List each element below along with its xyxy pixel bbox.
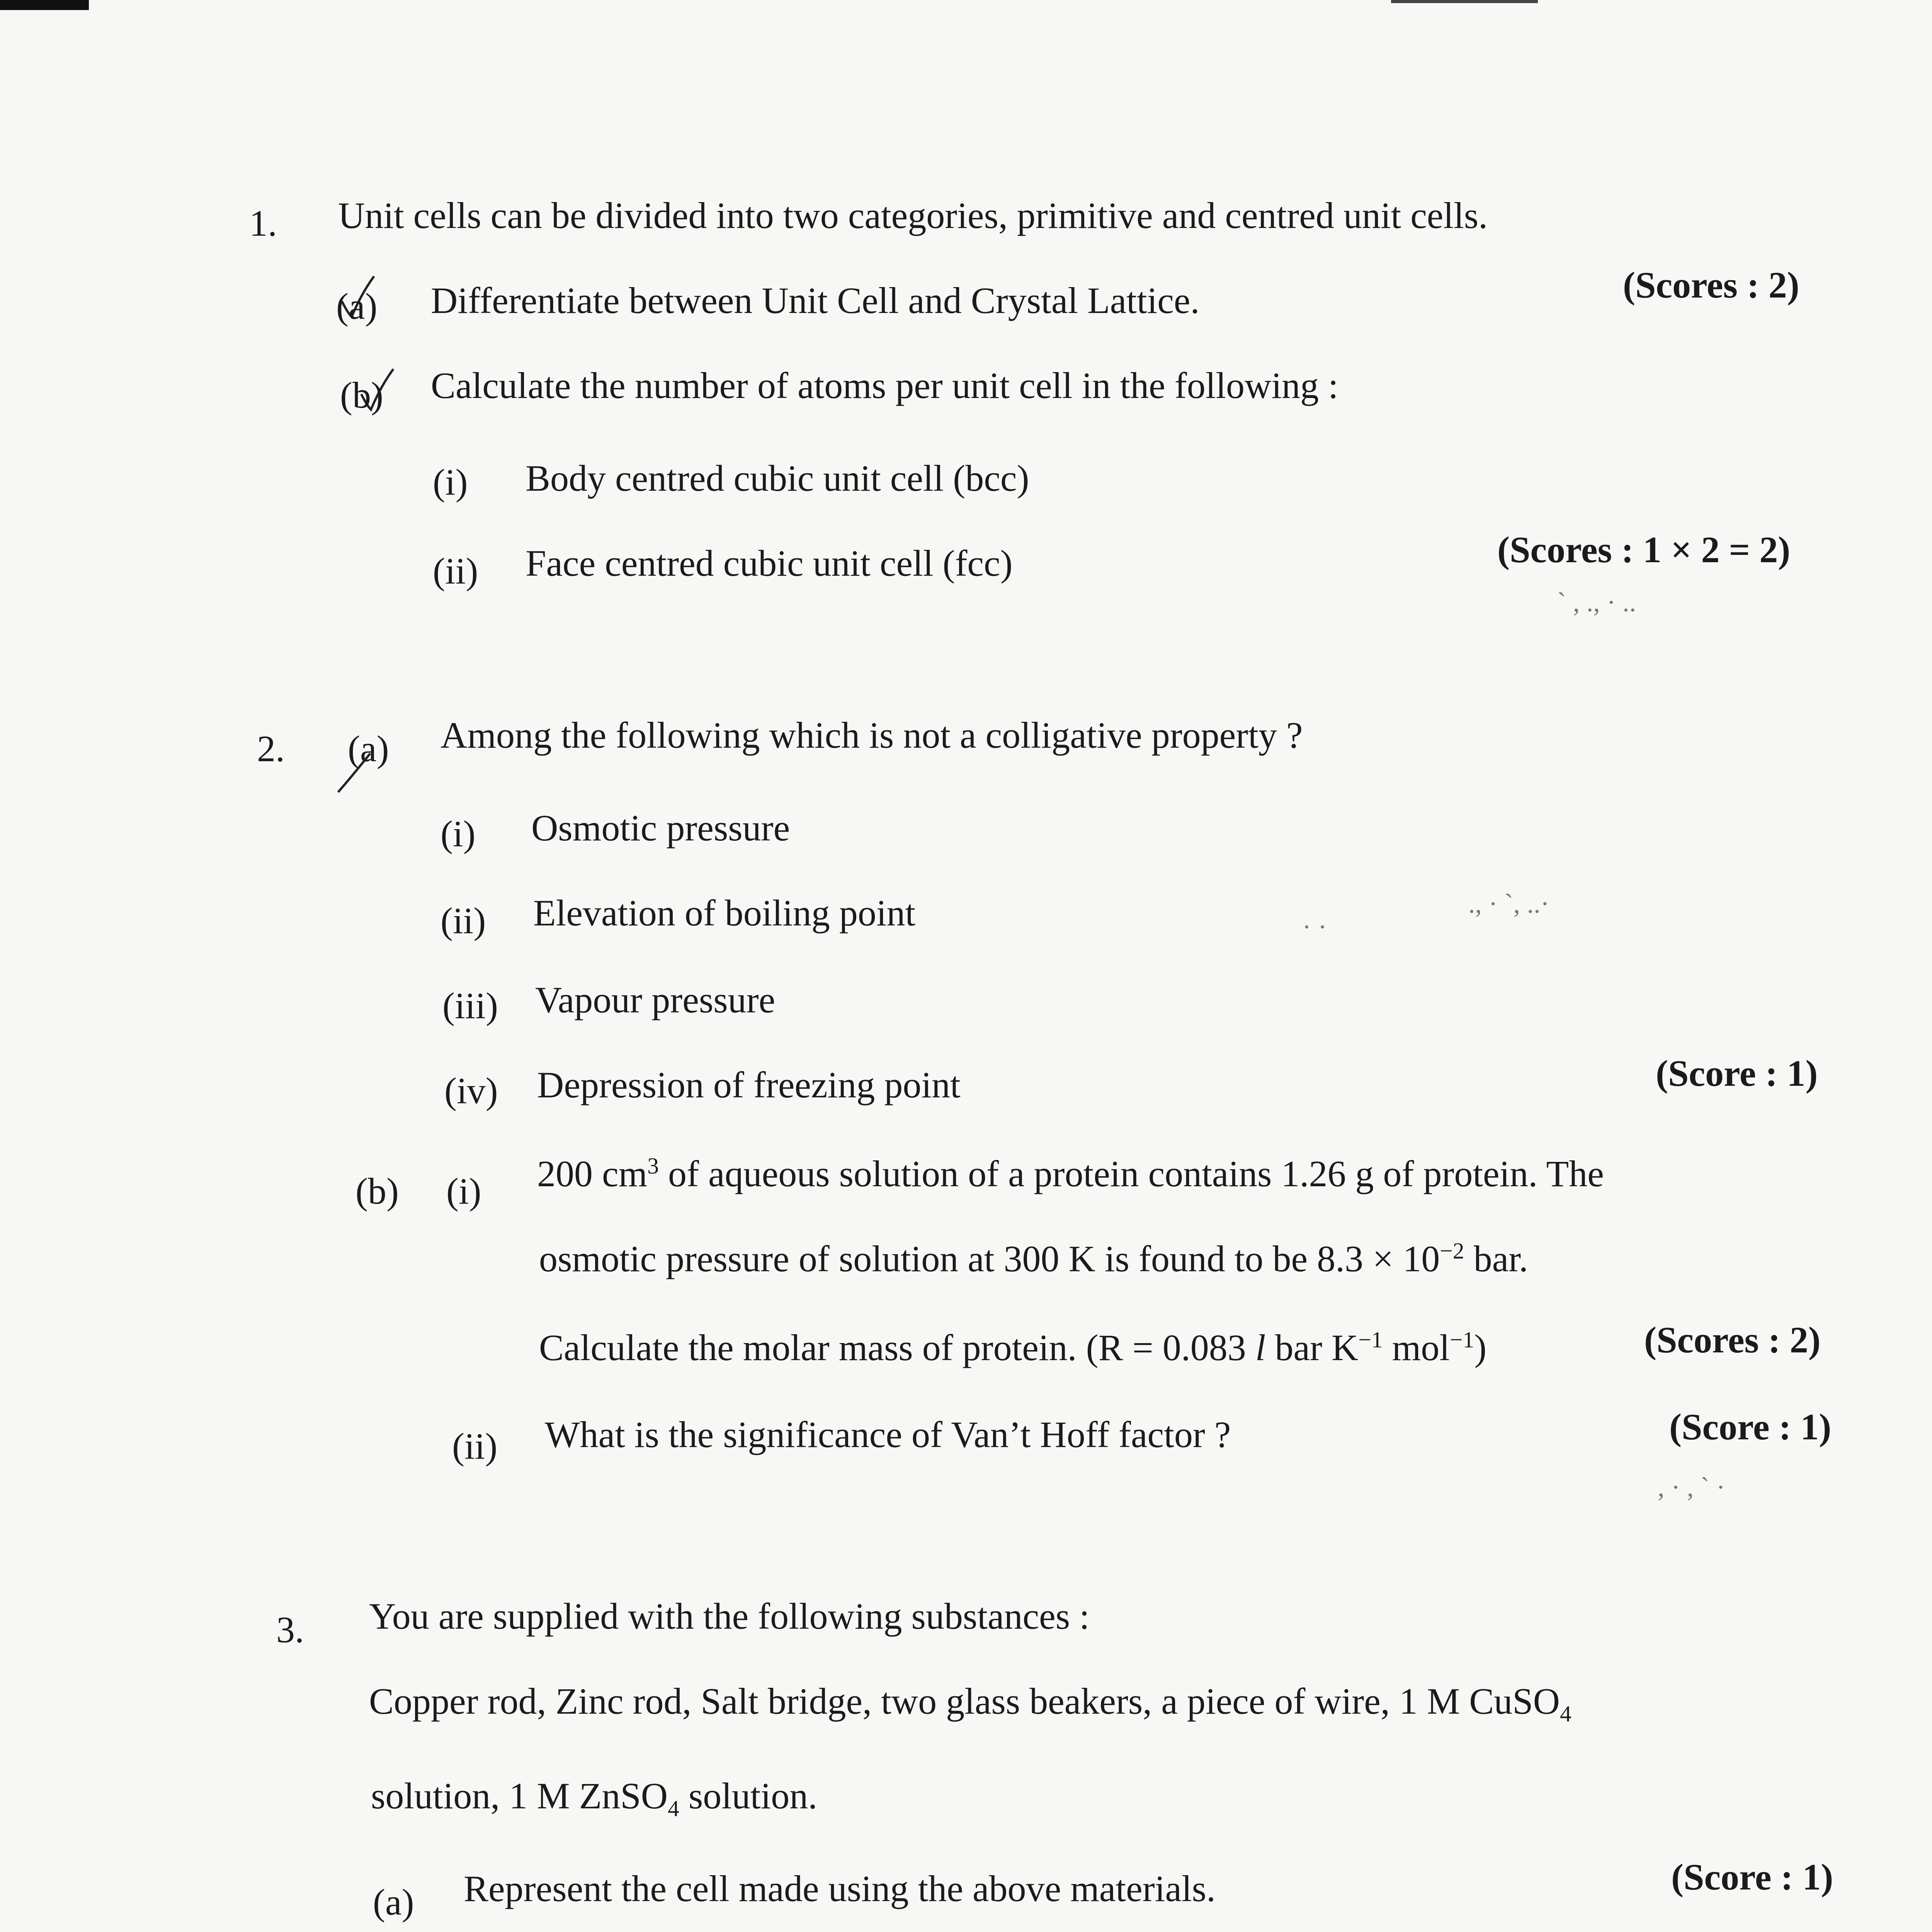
- q2b-ii-score: (Score : 1): [1669, 1406, 1832, 1447]
- pencil-marks: ., · `, ..·: [1468, 889, 1549, 919]
- pencil-marks: · ·: [1302, 912, 1327, 942]
- q3a-score: (Score : 1): [1671, 1856, 1833, 1898]
- pencil-marks: , · , ` ·: [1658, 1473, 1725, 1502]
- q2b-i-score: (Scores : 2): [1644, 1319, 1821, 1361]
- q1a-score: (Scores : 2): [1623, 264, 1799, 306]
- q2a-label: (a): [348, 728, 389, 769]
- q2b-i-line2: osmotic pressure of solution at 300 K is found to be $8.3 \times 10^{-2}$ bar.: [539, 1238, 1528, 1279]
- scan-edge-top-left: [0, 0, 89, 10]
- q2a-text: Among the following which is not a colligative property ?: [440, 714, 1303, 756]
- q1b-i-label: (i): [433, 461, 468, 503]
- check-mark-icon: [336, 750, 371, 796]
- q2-opt-iv: Depression of freezing point: [537, 1064, 961, 1105]
- q2b-ii-label: (ii): [452, 1425, 498, 1467]
- q2b-ii-text: What is the significance of Van’t Hoff factor ?: [545, 1414, 1231, 1455]
- q1b-label: (b): [340, 374, 383, 416]
- q1b-text: Calculate the number of atoms per unit cell in the following :: [431, 365, 1338, 406]
- q2b-i-label: (i): [446, 1170, 481, 1212]
- q2b-label: (b): [355, 1170, 399, 1212]
- q3-materials-line2: solution, 1 M ZnSO$_4$ solution.: [371, 1775, 818, 1821]
- q1-number: 1.: [249, 202, 277, 244]
- pencil-marks: ` , ., · ..: [1557, 588, 1636, 617]
- q3a-label: (a): [373, 1881, 414, 1923]
- q3-materials-line1: Copper rod, Zinc rod, Salt bridge, two glass beakers, a piece of wire, 1 M CuSO$_4$: [369, 1680, 1571, 1727]
- q1a-label: (a): [336, 286, 378, 327]
- q2-opt-i: Osmotic pressure: [531, 807, 790, 849]
- q2-opt-iii-label: (iii): [442, 985, 498, 1026]
- q2-number: 2.: [257, 728, 285, 769]
- q1a-text: Differentiate between Unit Cell and Crystal Lattice.: [431, 280, 1200, 321]
- scan-edge-top-mid: [1391, 0, 1538, 3]
- q3-stem: You are supplied with the following substances :: [369, 1595, 1090, 1637]
- q3a-text: Represent the cell made using the above materials.: [464, 1868, 1216, 1909]
- q2a-score: (Score : 1): [1656, 1053, 1818, 1094]
- q2b-i-line3: Calculate the molar mass of protein. (R = 0.083 l bar $K^{-1}$ mol$^{-1}$): [539, 1327, 1487, 1368]
- q1b-ii-text: Face centred cubic unit cell (fcc): [526, 543, 1013, 584]
- q1b-score: (Scores : 1 × 2 = 2): [1497, 529, 1791, 570]
- q2-opt-i-label: (i): [440, 813, 476, 854]
- q2-opt-iii: Vapour pressure: [535, 979, 776, 1020]
- q2b-i-line1: 200 $cm^3$ of aqueous solution of a protein contains 1.26 g of protein. The: [537, 1153, 1604, 1194]
- q1-stem: Unit cells can be divided into two categories, primitive and centred unit cells.: [338, 195, 1488, 236]
- q2-opt-ii-label: (ii): [440, 900, 486, 941]
- q2-opt-iv-label: (iv): [444, 1070, 498, 1111]
- q3-number: 3.: [276, 1609, 304, 1650]
- q2-opt-ii: Elevation of boiling point: [533, 892, 916, 934]
- q1b-i-text: Body centred cubic unit cell (bcc): [526, 457, 1029, 499]
- q1b-ii-label: (ii): [433, 550, 478, 592]
